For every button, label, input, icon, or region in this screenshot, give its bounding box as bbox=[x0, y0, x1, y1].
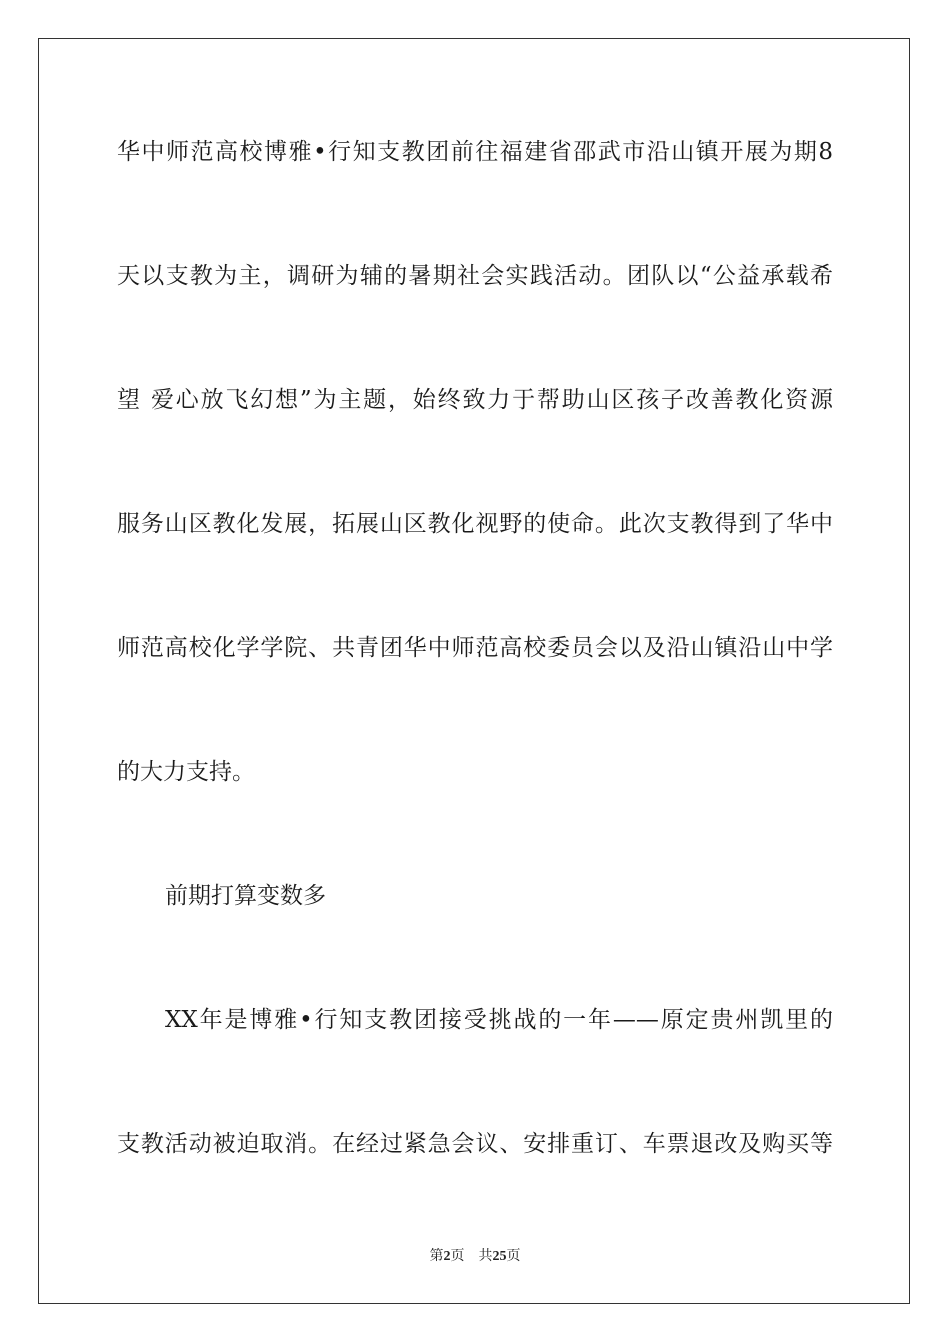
total-prefix: 共 bbox=[478, 1248, 493, 1264]
paragraph-line: 望 爱心放飞幻想”为主题，始终致力于帮助山区孩子改善教化资源 bbox=[117, 387, 833, 413]
paragraph-line: 服务山区教化发展，拓展山区教化视野的使命。此次支教得到了华中 bbox=[117, 511, 833, 537]
total-pages: 25 bbox=[492, 1249, 507, 1264]
paragraph-line: 天以支教为主，调研为辅的暑期社会实践活动。团队以“公益承载希 bbox=[117, 263, 833, 289]
page-prefix: 第 bbox=[429, 1248, 444, 1264]
paragraph-line: 师范高校化学学院、共青团华中师范高校委员会以及沿山镇沿山中学 bbox=[117, 635, 833, 661]
page-suffix: 页 bbox=[450, 1248, 465, 1264]
paragraph-line: 的大力支持。 bbox=[117, 759, 255, 785]
paragraph-line: XX年是博雅•行知支教团接受挑战的一年——原定贵州凯里的 bbox=[165, 1007, 833, 1033]
paragraph-line: 华中师范高校博雅•行知支教团前往福建省邵武市沿山镇开展为期8 bbox=[117, 139, 833, 165]
page-border bbox=[38, 38, 910, 1304]
page-number: 2 bbox=[443, 1249, 451, 1264]
page-footer bbox=[0, 1247, 950, 1266]
total-suffix: 页 bbox=[506, 1248, 521, 1264]
paragraph-line: 支教活动被迫取消。在经过紧急会议、安排重订、车票退改及购买等 bbox=[117, 1131, 833, 1157]
section-heading: 前期打算变数多 bbox=[165, 883, 326, 909]
